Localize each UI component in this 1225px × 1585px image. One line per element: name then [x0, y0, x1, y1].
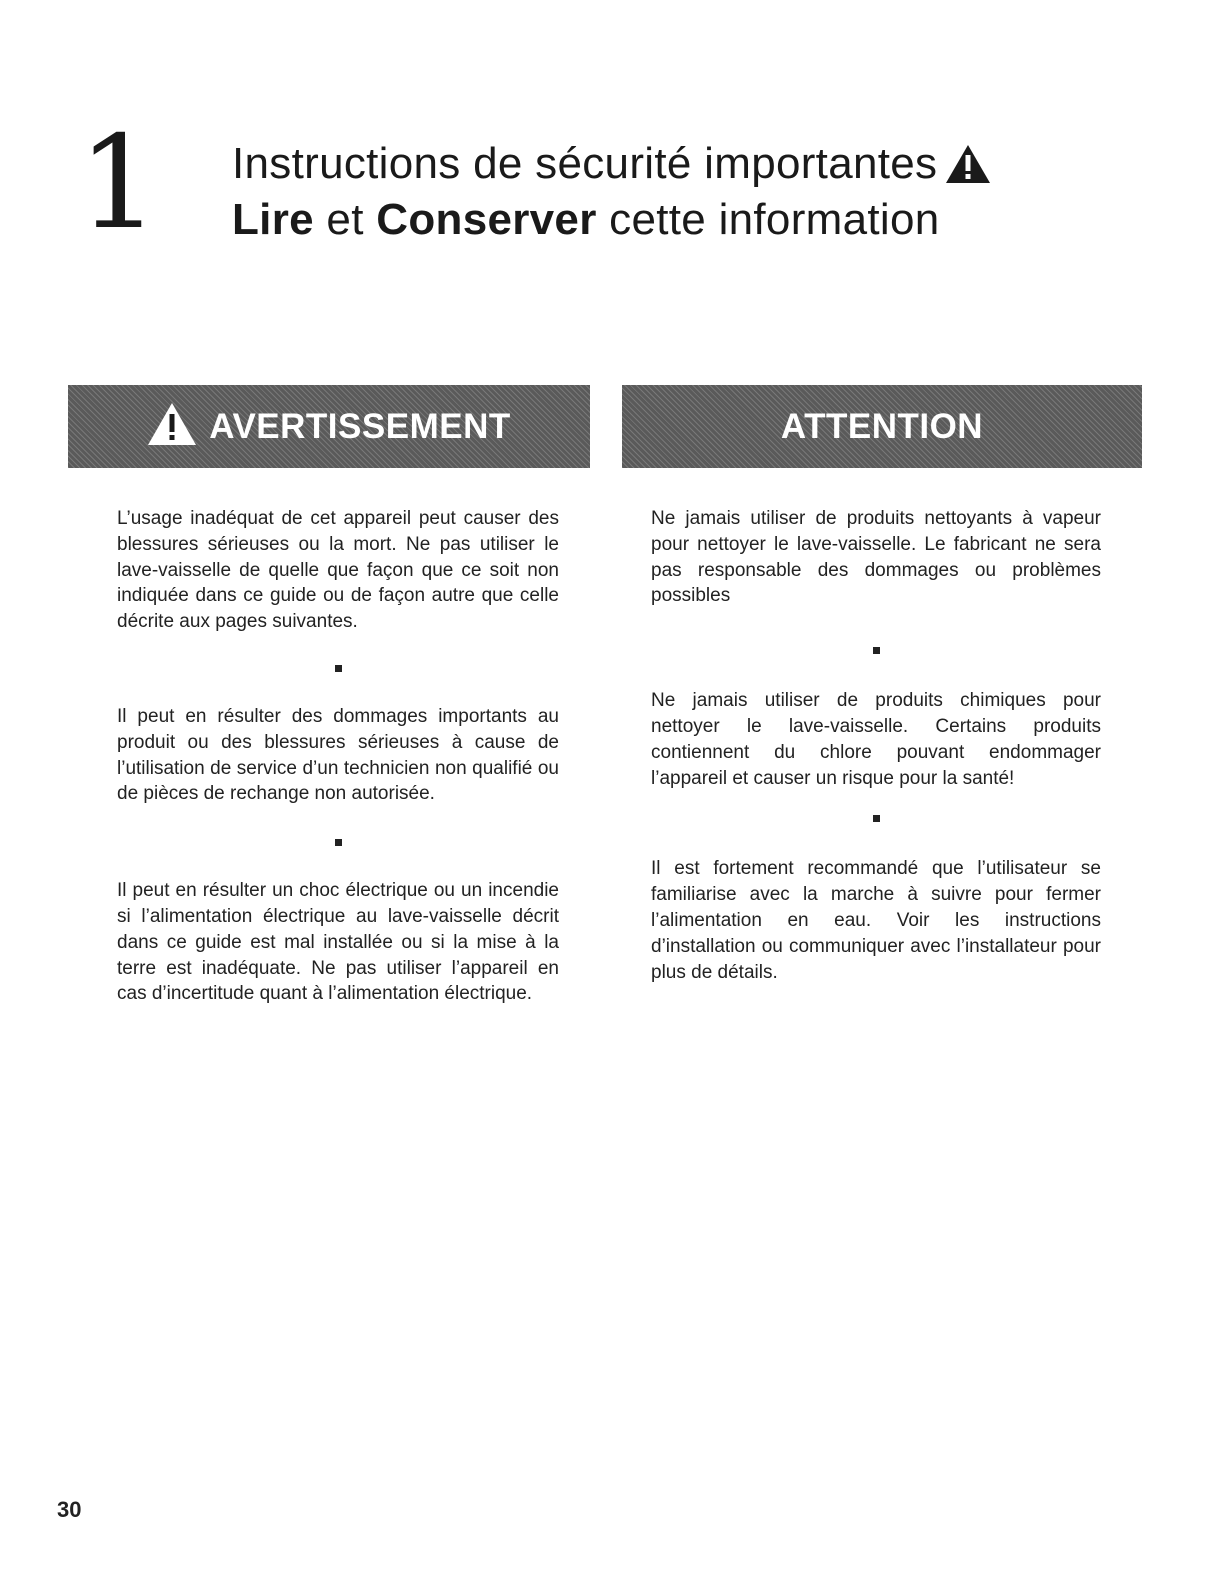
title-text: Instructions de sécurité importantes — [232, 139, 938, 188]
warning-triangle-icon — [147, 402, 197, 451]
page-number: 30 — [57, 1497, 82, 1522]
title-bold-conserver: Conserver — [376, 195, 597, 244]
title-text-end: cette information — [596, 195, 940, 244]
caution-banner-label: ATTENTION — [780, 406, 984, 446]
page-title-line1 — [232, 139, 991, 192]
bullet-separator — [335, 665, 342, 672]
warning-paragraph: Il peut en résulter des dommages importants au produit ou des blessures sérieuses à cause de l’utilisation de service d’un technicien non qualifié ou de pièces de rechange non autorisée. — [117, 705, 559, 805]
bullet-separator — [873, 647, 880, 654]
warning-column — [117, 506, 559, 1007]
bullet-separator — [335, 839, 342, 846]
warning-paragraph: L’usage inadéquat de cet appareil peut causer des blessures sérieuses ou la mort. Ne pas utiliser le lave-vaisselle de quelle que façon que ce soit non indiquée dans ce guide ou de façon autre que celle décrite aux pages suivantes. — [117, 508, 559, 633]
warning-paragraph: Il peut en résulter un choc électrique ou un incendie si l’alimentation électrique au lave-vaisselle décrit dans ce guide est mal installée ou si la mise à la terre est inadéquate. Ne pas utiliser l’appareil en cas d’incertitude quant à l’alimentation électrique. — [117, 880, 559, 1005]
caution-banner — [622, 385, 1142, 468]
warning-banner-label: AVERTISSEMENT — [209, 406, 511, 446]
warning-banner — [68, 385, 590, 468]
bullet-separator — [873, 815, 880, 822]
title-text-et: et — [313, 195, 377, 244]
title-bold-lire: Lire — [232, 195, 314, 244]
warning-triangle-icon — [945, 144, 991, 192]
page-title-line2 — [232, 195, 940, 244]
chapter-number: 1 — [78, 109, 160, 258]
caution-paragraph: Ne jamais utiliser de produits nettoyants à vapeur pour nettoyer le lave-vaisselle. Le fabricant ne sera pas responsable des dommages ou problèmes possibles — [651, 508, 1101, 607]
caution-column — [651, 506, 1101, 985]
caution-paragraph: Ne jamais utiliser de produits chimiques pour nettoyer le lave-vaisselle. Certains produits contiennent du chlore pouvant endommager l’appareil et causer un risque pour la santé! — [651, 690, 1101, 789]
caution-paragraph: Il est fortement recommandé que l’utilisateur se familiarise avec la marche à suivre pour fermer l’alimentation en eau. Voir les instructions d’installation ou communiquer avec l’installateur pour plus de détails. — [651, 858, 1101, 983]
